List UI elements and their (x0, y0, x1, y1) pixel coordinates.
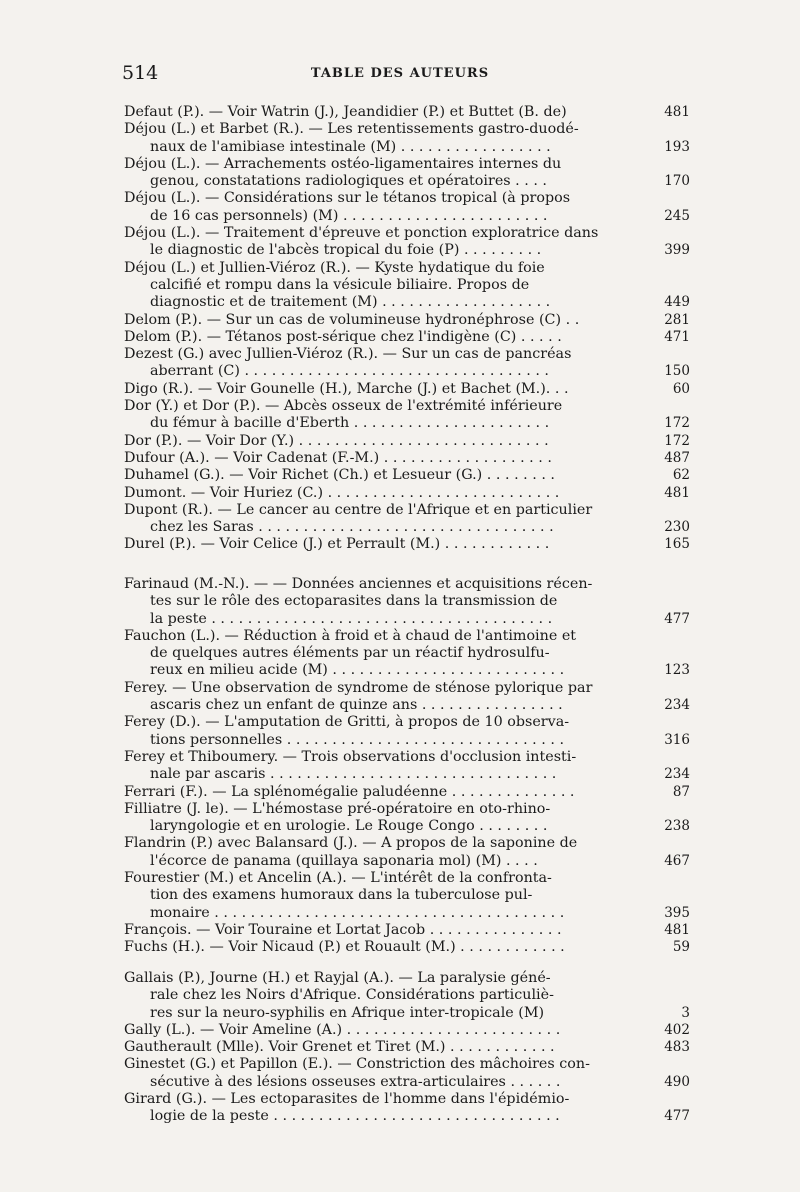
entry-page-number: 281 (664, 311, 690, 328)
entry-text-line: Dufour (A.). — Voir Cadenat (F.-M.) . . . . . . . . . . . . . . . . . . . (124, 449, 552, 466)
index-entry (124, 312, 690, 329)
entry-page-number: 481 (664, 921, 690, 938)
entry-text-line: Durel (P.). — Voir Celice (J.) et Perrault (M.) . . . . . . . . . . . . (124, 536, 550, 553)
index-entry (124, 433, 690, 450)
entry-text-line: Duhamel (G.). — Voir Richet (Ch.) et Lesueur (G.) . . . . . . . . (124, 467, 555, 484)
entry-text-line: Ferey. — Une observation de syndrome de sténose pylorique par (124, 679, 593, 696)
entry-text-line: logie de la peste . . . . . . . . . . . . . . . . . . . . . . . . . . . . . . . . (150, 1108, 560, 1125)
index-entry (124, 467, 690, 484)
entry-text-line: Ferrari (F.). — La splénomégalie paludéenne . . . . . . . . . . . . . . (124, 783, 575, 800)
entry-text-line: Dor (P.). — Voir Dor (Y.) . . . . . . . . . . . . . . . . . . . . . . . . . . . . (124, 432, 549, 449)
index-entry (124, 121, 690, 156)
entry-text-line: Ginestet (G.) et Papillon (E.). — Constriction des mâchoires con- (124, 1056, 590, 1073)
entry-text-line: Dor (Y.) et Dor (P.). — Abcès osseux de l'extrémité inférieure (124, 398, 563, 415)
index-entry (124, 190, 690, 225)
index-entry (124, 346, 690, 381)
entry-text-line: Déjou (L.) et Jullien-Viéroz (R.). — Kyste hydatique du foie (124, 259, 545, 276)
index-entry (124, 381, 690, 398)
entry-text-line: Delom (P.). — Tétanos post-sérique chez l'indigène (C) . . . . . (124, 328, 562, 345)
entry-page-number: 316 (664, 731, 690, 748)
entry-page-number: 238 (664, 818, 690, 835)
entry-page-number: 234 (664, 766, 690, 783)
entry-text-line: Gallais (P.), Journe (H.) et Rayjal (A.). — La paralysie géné- (124, 970, 551, 986)
entry-text-line: tion des examens humoraux dans la tuberculose pul- (150, 887, 533, 904)
index-entry (124, 450, 690, 467)
entry-text-line: Ferey et Thiboumery. — Trois observations d'occlusion intesti- (124, 748, 577, 765)
entry-page-number: 170 (664, 173, 690, 190)
entry-page-number: 3 (681, 1004, 690, 1021)
entry-text-line: sécutive à des lésions osseuses extra-articulaires . . . . . . (150, 1073, 561, 1090)
index-entry (124, 485, 690, 502)
entry-page-number: 449 (664, 294, 690, 311)
entry-text-line: naux de l'amibiase intestinale (M) . . . . . . . . . . . . . . . . . (150, 138, 551, 155)
index-entry (124, 680, 690, 715)
entry-text-line: Déjou (L.) et Barbet (R.). — Les retentissements gastro-duodé- (124, 121, 579, 138)
entry-text-line: Fourestier (M.) et Ancelin (A.). — L'intérêt de la confronta- (124, 870, 552, 887)
entry-text-line: Flandrin (P.) avec Balansard (J.). — A propos de la saponine de (124, 835, 578, 852)
entry-text-line: Filliatre (J. le). — L'hémostase pré-opératoire en oto-rhino- (124, 800, 551, 817)
entry-page-number: 399 (664, 242, 690, 259)
entry-text-line: de quelques autres éléments par un réactif hydrosulfu- (150, 645, 550, 662)
entry-text-line: rale chez les Noirs d'Afrique. Considérations particuliè- (150, 987, 554, 1004)
entry-text-line: ascaris chez un enfant de quinze ans . . . . . . . . . . . . . . . . (150, 697, 563, 714)
entry-page-number: 230 (664, 519, 690, 536)
entry-text-line: Ferey (D.). — L'amputation de Gritti, à propos de 10 observa- (124, 714, 570, 731)
entry-text-line: genou, constatations radiologiques et opératoires . . . . (150, 173, 547, 190)
entry-page-number: 59 (672, 939, 690, 956)
index-entry (124, 225, 690, 260)
index-entry (124, 628, 690, 680)
entry-page-number: 165 (664, 536, 690, 553)
entry-page-number: 477 (664, 1108, 690, 1125)
entry-text-line: aberrant (C) . . . . . . . . . . . . . . . . . . . . . . . . . . . . . . . . . . (150, 363, 549, 380)
entry-text-line: Fauchon (L.). — Réduction à froid et à chaud de l'antimoine et (124, 627, 577, 644)
entry-page-number: 481 (664, 104, 690, 120)
entry-text-line: diagnostic et de traitement (M) . . . . . . . . . . . . . . . . . . . (150, 294, 551, 311)
index-entry (124, 260, 690, 312)
index-entry (124, 329, 690, 346)
entry-page-number: 487 (664, 449, 690, 466)
running-title: TABLE DES AUTEURS (310, 66, 490, 81)
entry-text-line: François. — Voir Touraine et Lortat Jacob . . . . . . . . . . . . . . . (124, 921, 562, 938)
entry-page-number: 60 (672, 380, 690, 397)
index-entry (124, 1039, 690, 1056)
entry-text-line: Farinaud (M.-N.). — — Données anciennes et acquisitions récen- (124, 576, 593, 592)
entry-text-line: chez les Saras . . . . . . . . . . . . . . . . . . . . . . . . . . . . . . . . . (150, 519, 554, 536)
entry-page-number: 172 (664, 415, 690, 432)
entry-page-number: 467 (664, 852, 690, 869)
index-entry (124, 1022, 690, 1039)
entry-text-line: calcifié et rompu dans la vésicule biliaire. Propos de (150, 276, 530, 293)
index-entry (124, 536, 690, 553)
entry-page-number: 490 (664, 1073, 690, 1090)
entry-text-line: Dupont (R.). — Le cancer au centre de l'Afrique et en particulier (124, 501, 593, 518)
index-entry (124, 1091, 690, 1126)
entry-text-line: du fémur à bacille d'Eberth . . . . . . . . . . . . . . . . . . . . . . (150, 415, 550, 432)
entry-text-line: res sur la neuro-syphilis en Afrique inter-tropicale (M) (150, 1004, 545, 1021)
entry-page-number: 481 (664, 484, 690, 501)
entry-text-line: Gautherault (Mlle). Voir Grenet et Tiret (M.) . . . . . . . . . . . . (124, 1039, 555, 1056)
entry-page-number: 483 (664, 1039, 690, 1056)
index-entry (124, 1056, 690, 1091)
entry-text-line: reux en milieu acide (M) . . . . . . . . . . . . . . . . . . . . . . . . . . (150, 662, 565, 679)
entry-page-number: 150 (664, 363, 690, 380)
entry-text-line: Gally (L.). — Voir Ameline (A.) . . . . . . . . . . . . . . . . . . . . . . . . (124, 1021, 561, 1038)
entry-text-line: Dumont. — Voir Huriez (C.) . . . . . . . . . . . . . . . . . . . . . . . . . . (124, 484, 560, 501)
index-entry (124, 576, 690, 628)
entry-text-line: nale par ascaris . . . . . . . . . . . . . . . . . . . . . . . . . . . . . . . . (150, 766, 557, 783)
index-entry (124, 104, 690, 121)
entry-page-number: 395 (664, 904, 690, 921)
entry-text-line: l'écorce de panama (quillaya saponaria mol) (M) . . . . (150, 852, 538, 869)
entry-text-line: Dezest (G.) avec Jullien-Viéroz (R.). — Sur un cas de pancréas (124, 346, 572, 363)
index-section (124, 576, 690, 957)
index-section (124, 970, 690, 1126)
index-entry (124, 398, 690, 433)
entry-page-number: 402 (664, 1021, 690, 1038)
index-entry (124, 922, 690, 939)
index-entry (124, 801, 690, 836)
index-entry (124, 784, 690, 801)
entry-text-line: monaire . . . . . . . . . . . . . . . . . . . . . . . . . . . . . . . . . . . . . . . (150, 904, 565, 921)
index-entry (124, 939, 690, 956)
entry-text-line: Déjou (L.). — Arrachements ostéo-ligamentaires internes du (124, 155, 562, 172)
index-entry (124, 156, 690, 191)
index-entry (124, 714, 690, 749)
entry-text-line: tes sur le rôle des ectoparasites dans la transmission de (150, 593, 558, 610)
entry-text-line: Digo (R.). — Voir Gounelle (H.), Marche (J.) et Bachet (M.). . . (124, 380, 569, 397)
entry-text-line: tions personnelles . . . . . . . . . . . . . . . . . . . . . . . . . . . . . . . (150, 731, 564, 748)
entry-page-number: 471 (664, 328, 690, 345)
entry-page-number: 234 (664, 697, 690, 714)
entry-page-number: 193 (664, 138, 690, 155)
entry-text-line: Delom (P.). — Sur un cas de volumineuse hydronéphrose (C) . . (124, 311, 580, 328)
index-entry (124, 749, 690, 784)
entry-text-line: laryngologie et en urologie. Le Rouge Congo . . . . . . . . (150, 818, 548, 835)
entry-text-line: Girard (G.). — Les ectoparasites de l'homme dans l'épidémio- (124, 1091, 570, 1108)
entry-page-number: 477 (664, 610, 690, 627)
entry-text-line: Déjou (L.). — Traitement d'épreuve et ponction exploratrice dans (124, 225, 599, 242)
index-entry (124, 870, 690, 922)
entry-page-number: 62 (672, 467, 690, 484)
entry-text-line: Defaut (P.). — Voir Watrin (J.), Jeandidier (P.) et Buttet (B. de) (124, 104, 567, 120)
entry-text-line: Fuchs (H.). — Voir Nicaud (P.) et Rouault (M.) . . . . . . . . . . . . (124, 939, 565, 956)
index-entry (124, 835, 690, 870)
entry-text-line: le diagnostic de l'abcès tropical du foie (P) . . . . . . . . . (150, 242, 542, 259)
entry-page-number: 87 (672, 783, 690, 800)
entry-text-line: Déjou (L.). — Considérations sur le tétanos tropical (à propos (124, 190, 571, 207)
index-entry (124, 502, 690, 537)
entry-page-number: 123 (664, 662, 690, 679)
index-section (124, 104, 690, 554)
entry-page-number: 172 (664, 432, 690, 449)
index-entry (124, 970, 690, 1022)
entry-page-number: 245 (664, 207, 690, 224)
entry-text-line: de 16 cas personnels) (M) . . . . . . . . . . . . . . . . . . . . . . . (150, 207, 548, 224)
page-number: 514 (122, 62, 159, 84)
entry-text-line: la peste . . . . . . . . . . . . . . . . . . . . . . . . . . . . . . . . . . . . . . (150, 610, 553, 627)
